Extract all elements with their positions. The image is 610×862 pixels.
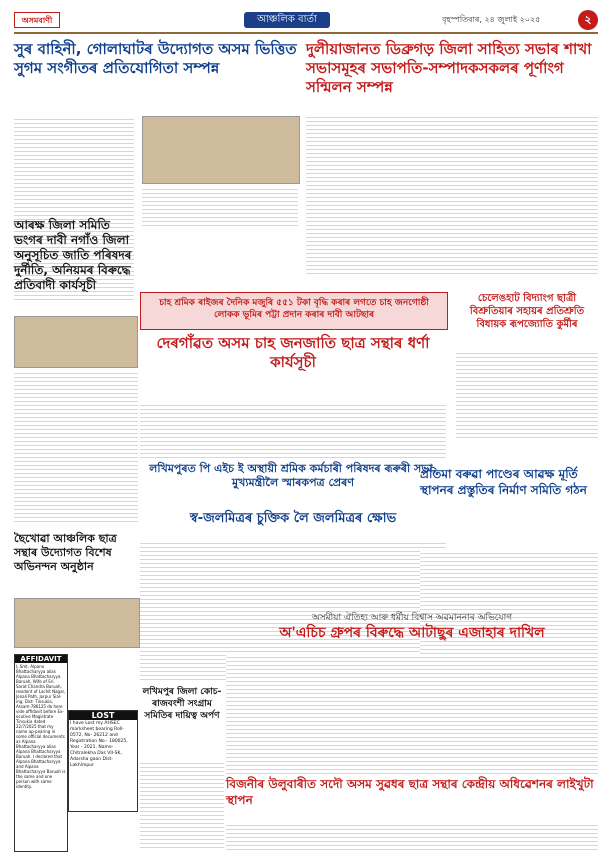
article-9: [420, 466, 598, 546]
article-5: [140, 334, 446, 394]
article-6-headline: চেলেঙহাট বিদ্যাংগ ছাত্ৰী বিশ্ৰুতিয়াৰ সহায়ৰ প্ৰতিশ্ৰুতি বিধায়ক ৰূপজ্যোতি কুৰ্মীৰ: [469, 293, 585, 330]
article-9-headline: প্ৰতিমা বৰুৱা পাণ্ডেৰ আৱক্ষ মূৰ্তি স্থাপনৰ প্ৰস্তুতিৰ নিৰ্মাণ সমিতি গঠন: [420, 467, 587, 497]
article-8-headline: স্ব-জলমিত্ৰৰ চুক্তিক লৈ জলমিত্ৰৰ ক্ষোভ: [189, 511, 397, 526]
article-10-photo: [14, 598, 140, 648]
article-2: [306, 40, 598, 290]
article-11: [226, 612, 598, 652]
paper-logo: [14, 12, 60, 28]
article-6-body: [456, 350, 598, 440]
article-5-headline: দেৰগাঁৱত অসম চাহ জনজাতি ছাত্ৰ সন্থাৰ ধৰ্ণা কাৰ্যসূচী: [156, 334, 430, 371]
article-10-headline: ছৈখোৱা আঞ্চলিক ছাত্ৰ সন্থাৰ উদ্যোগত বিশেষ অভিনন্দন অনুষ্ঠান: [14, 532, 117, 573]
article-13: [226, 776, 598, 820]
article-3-body: [14, 370, 138, 525]
article-1-headline: সুৰ বাহিনী, গোলাঘাটৰ উদ্যোগত অসম ভিত্তিত সুগম সংগীতৰ প্ৰতিযোগিতা সম্পন্ন: [14, 40, 297, 77]
lost-box: [68, 710, 138, 812]
article-8: [140, 510, 446, 540]
paper-name: অসমবাণী: [21, 15, 53, 25]
article-7-headline: লখিমপুৰত পি এইচ ই অস্থায়ী শ্ৰমিক কৰ্মচাৰী পৰিষদৰ ৰূৰুৰী সভা, মুখ্যমন্ত্ৰীলৈ স্মাৰকপত্ৰ প্ৰেৰণ: [149, 462, 437, 489]
affidavit-box: [14, 654, 68, 852]
article-3-photo: [14, 316, 138, 368]
article-3-headline: আৰক্ষ জিলা সমিতি ভংগৰ দাবী নগাঁও জিলা অনুসূচিত জাতি পৰিষদৰ দুৰ্নীতি, অনিয়মৰ বিৰুদ্ধে প্ৰতিবাদী কাৰ্যসূচী: [14, 218, 132, 292]
article-1-caption: [142, 186, 298, 228]
article-4-banner-text: চাহ শ্ৰমিক ৰাইজৰ দৈনিক মজুৰি ৫৫১ টকা বৃদ্ধি কৰাৰ লগতে চাহ জনগোষ্ঠী লোকক ভূমিৰ পট্টা প্ৰদান কৰাৰ দাবী আটছাৰ: [159, 298, 429, 320]
article-2-headline: দুলীয়াজানত ডিব্ৰুগড় জিলা সাহিত্য সভাৰ শাখা সভাসমূহৰ সভাপতি-সম্পাদকসকলৰ পূৰ্ণাংগ সন্মিলন সম্পন্ন: [306, 40, 592, 96]
article-12: [140, 686, 224, 756]
article-10: [14, 532, 138, 592]
page-number-text: ২: [584, 13, 592, 26]
article-12-body: [140, 760, 224, 850]
page-number: [578, 10, 598, 30]
article-11-headline: অ'এচিচ গ্ৰুপৰ বিৰুদ্ধে আটাছুৰ এজাহাৰ দাখিল: [279, 625, 545, 641]
article-12-headline: লখিমপুৰ জিলা কোচ-ৰাজবংশী সংগ্ৰাম সমিতিৰ দায়িত্ব অৰ্পণ: [142, 687, 222, 721]
section-tab: [244, 12, 330, 28]
article-13-headline: বিজনীৰ উলুবাৰীত সদৌ অসম সুৱধৰ ছাত্ৰ সন্থাৰ কেন্দ্ৰীয় অধিৱেশনৰ লাইখুটা স্থাপন: [226, 777, 594, 807]
article-6: [456, 292, 598, 442]
masthead-rule: [14, 32, 598, 34]
masthead: [14, 8, 598, 38]
lost-body: I have Lost my AHSEC marksheet bearing Roll- 0572, No- 26212 and Registration No.- 180025, Year - 2021. Name- Chitralekha Das VII-SK, Adarsha gaon Dist- Lakhimpur: [70, 721, 128, 768]
article-5-body: [140, 402, 446, 458]
article-11-body: [226, 654, 598, 774]
section-title: আঞ্চলিক বাৰ্তা: [257, 14, 317, 25]
lost-title: LOST: [69, 711, 137, 720]
affidavit-title: AFFIDAVIT: [15, 655, 67, 663]
affidavit-body: I, Smt. Alpana Bhattacharyya alias Alpana Bhattacharyya Baruah, Wife of Sri. Sarat Chandra Baruah, resident of Lachit Nagar, Jonali Path, Jorpur Sial-ing, Dist- Tinsukia, Assam-786125 do here vide affidavit before Ex-ecutive Magistrate Tinsukia dated 22/7/2025 that my name ap-pearing in some official documents as Alpana Bhattacharyya alias Alpana Bhattacharyya Baruah. I declared that Alpana Bhattacharyya and Alpana Bhattacharyya Baruah is the same and one person with same identity.: [16, 664, 66, 789]
article-13-body: [226, 822, 598, 852]
article-11-kicker: অসমীয়া ঐতিহ্য আৰু ধৰ্মীয় বিশ্বাস অৱমাননাৰ অভিযোগ: [311, 613, 513, 623]
date-line: বৃহস্পতিবাৰ, ২৪ জুলাই ২০২৫: [442, 15, 541, 24]
article-1-photo: [142, 116, 300, 184]
article-2-body: [306, 114, 598, 274]
article-4-banner: [140, 292, 448, 330]
